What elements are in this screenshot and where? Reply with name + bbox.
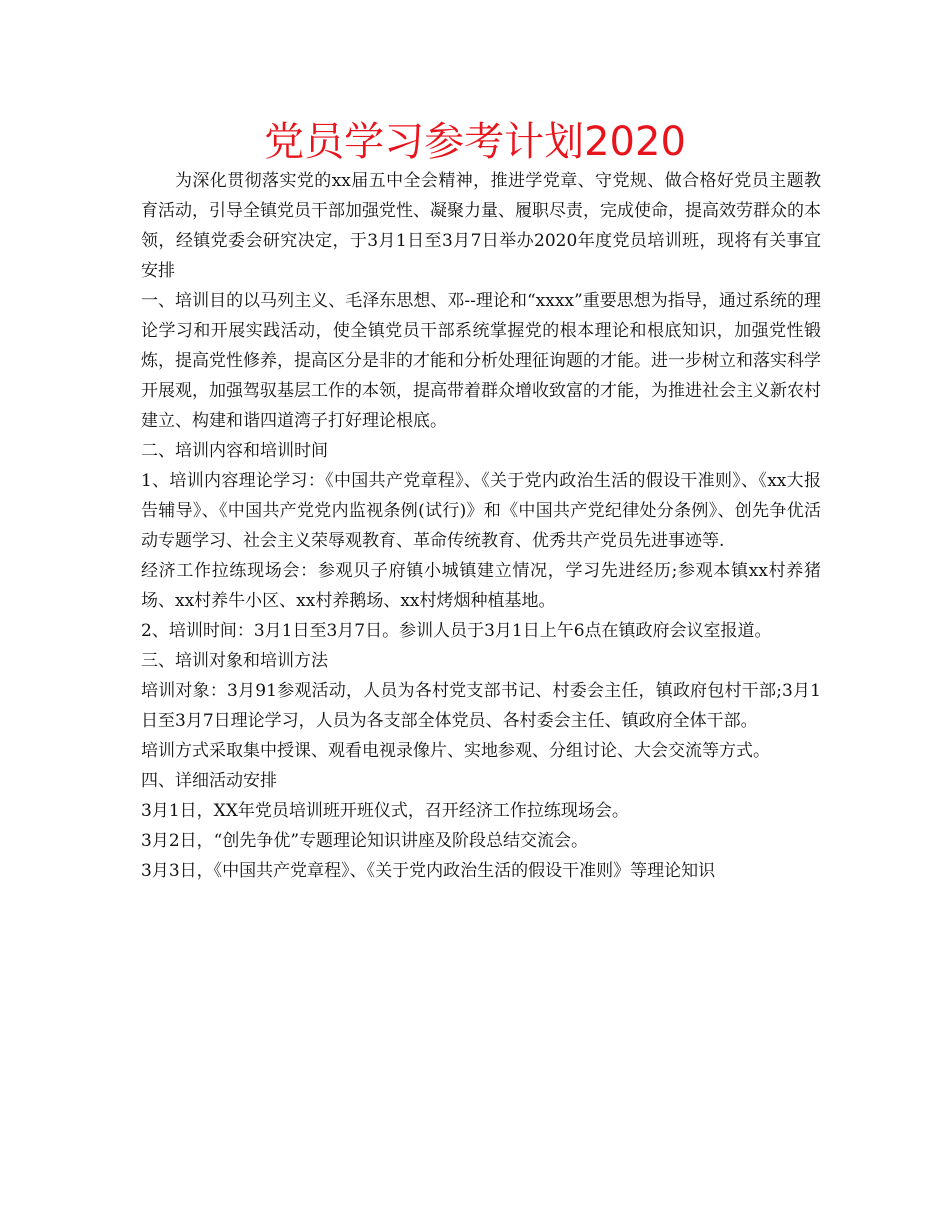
training-methods-paragraph: 培训方式采取集中授课、观看电视录像片、实地参观、分组讨论、大会交流等方式。 xyxy=(141,741,770,761)
economic-field-meeting-paragraph: 经济工作拉练现场会：参观贝子府镇小城镇建立情况，学习先进经历;参观本镇xx村养猪场、xx村养牛小区、xx村养鹅场、xx村烤烟种植基地。 xyxy=(141,561,821,611)
schedule-day-1: 3月1日，XX年党员培训班开班仪式，召开经济工作拉练现场会。 xyxy=(141,801,629,821)
training-time-paragraph: 2、培训时间：3月1日至3月7日。参训人员于3月1日上午6点在镇政府会议室报道。 xyxy=(141,621,772,641)
document-body xyxy=(141,166,821,886)
schedule-day-3: 3月3日，《中国共产党章程》、《关于党内政治生活的假设干准则》等理论知识 xyxy=(141,861,716,881)
section-1-purpose: 一、培训目的以马列主义、毛泽东思想、邓--理论和“xxxx”重要思想为指导，通过系统的理论学习和开展实践活动，使全镇党员干部系统掌握党的根本理论和根底知识，加强党性锻炼，提高党性修养，提高区分是非的才能和分析处理征询题的才能。进一步树立和落实科学开展观，加强驾驭基层工作的本领，提高带着群众增收致富的才能，为推进社会主义新农村建立、构建和谐四道湾子打好理论根底。 xyxy=(141,291,821,431)
section-4-heading: 四、详细活动安排 xyxy=(141,771,277,791)
training-content-paragraph: 1、培训内容理论学习：《中国共产党章程》、《关于党内政治生活的假设干准则》、《xx大报告辅导》、《中国共产党党内监视条例(试行)》和《中国共产党纪律处分条例》、创先争优活动专题学习、社会主义荣辱观教育、革命传统教育、优秀共产党员先进事迹等. xyxy=(141,471,821,551)
schedule-day-2: 3月2日，“创先争优”专题理论知识讲座及阶段总结交流会。 xyxy=(141,831,589,851)
section-3-heading: 三、培训对象和培训方法 xyxy=(141,651,328,671)
section-2-heading: 二、培训内容和培训时间 xyxy=(141,441,328,461)
document-title: 党员学习参考计划2020 xyxy=(264,119,686,165)
training-targets-paragraph: 培训对象：3月91参观活动，人员为各村党支部书记、村委会主任，镇政府包村干部;3月1日至3月7日理论学习，人员为各支部全体党员、各村委会主任、镇政府全体干部。 xyxy=(141,681,821,731)
intro-paragraph: 为深化贯彻落实党的xx届五中全会精神，推进学党章、守党规、做合格好党员主题教育活动，引导全镇党员干部加强党性、凝聚力量、履职尽责，完成使命，提高效劳群众的本领，经镇党委会研究决定，于3月1日至3月7日举办2020年度党员培训班，现将有关事宜安排 xyxy=(141,171,821,281)
